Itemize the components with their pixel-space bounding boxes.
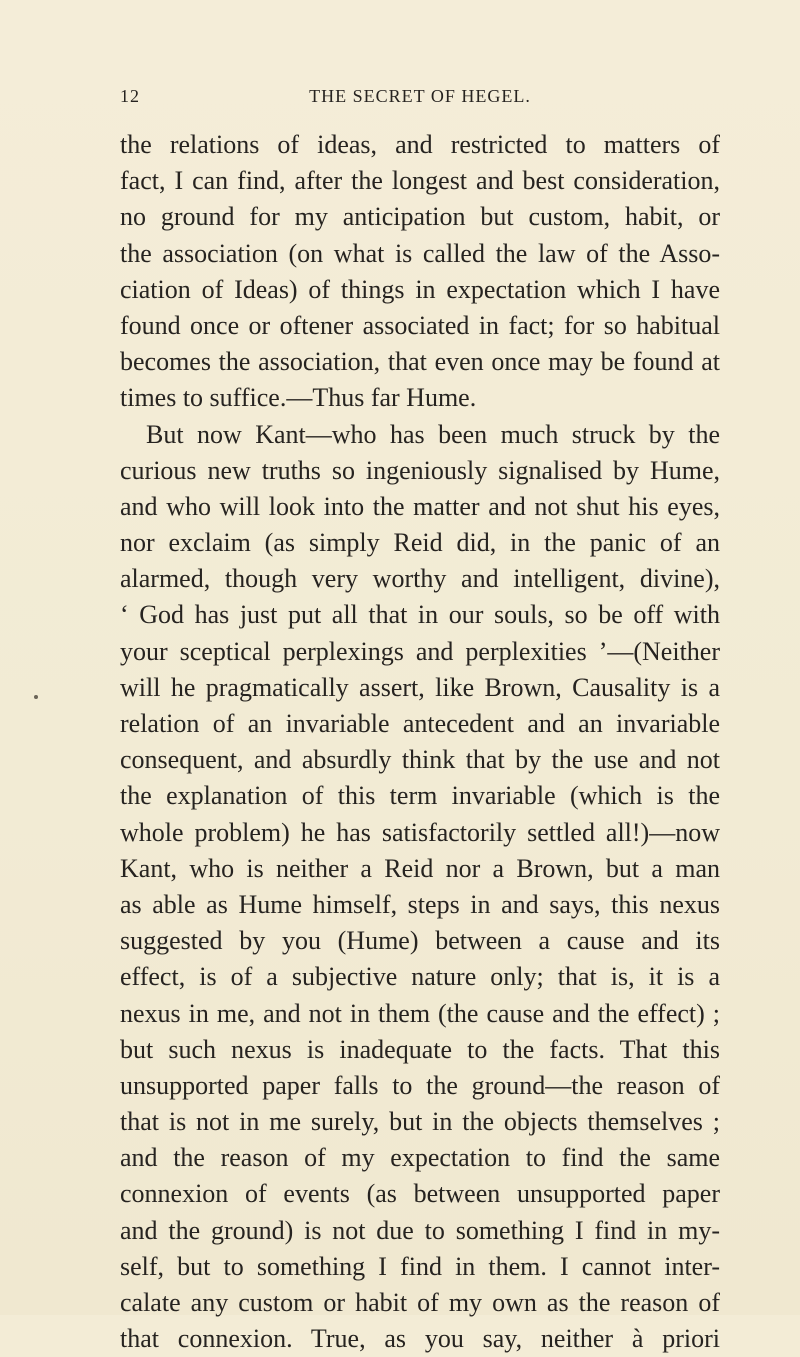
text-line: nexus in me, and not in them (the cause and the effect) ; xyxy=(120,998,720,1028)
text-line: suggested by you (Hume) between a cause and its xyxy=(120,926,720,956)
page-number: 12 xyxy=(120,86,140,106)
text-line: nor exclaim (as simply Reid did, in the panic of an xyxy=(120,528,720,558)
text-line: and who will look into the matter and not shut his eyes, xyxy=(120,491,720,521)
text-line: whole problem) he has satisfactorily settled all!)—now xyxy=(120,817,720,847)
text-line: alarmed, though very worthy and intelligent, divine), xyxy=(120,564,720,594)
text-line: the association (on what is called the law of the Asso- xyxy=(120,238,720,268)
running-title: THE SECRET OF HEGEL. xyxy=(309,86,531,106)
page-header xyxy=(120,86,720,112)
text-line: and the reason of my expectation to find the same xyxy=(120,1143,720,1173)
text-line: calate any custom or habit of my own as the reason of xyxy=(120,1288,720,1317)
text-line: effect, is of a subjective nature only; that is, it is a xyxy=(120,962,720,992)
text-line: self, but to something I find in them. I cannot inter- xyxy=(120,1251,720,1281)
text-line: consequent, and absurdly think that by the use and not xyxy=(120,745,720,775)
margin-dot xyxy=(34,695,38,699)
text-line: but such nexus is inadequate to the facts. That this xyxy=(120,1034,720,1064)
text-line: that is not in me surely, but in the objects themselves ; xyxy=(120,1107,720,1137)
text-line: and the ground) is not due to something I find in my- xyxy=(120,1215,720,1245)
text-line: ciation of Ideas) of things in expectation which I have xyxy=(120,274,720,304)
text-line: times to suffice.—Thus far Hume. xyxy=(120,383,477,413)
text-line: But now Kant—who has been much struck by the xyxy=(146,419,720,449)
text-line: that connexion. True, as you say, neither à priori xyxy=(120,1324,720,1354)
body-text xyxy=(120,127,720,1357)
text-line: the relations of ideas, and restricted to matters of xyxy=(120,130,720,159)
text-line: connexion of events (as between unsupported paper xyxy=(120,1179,720,1209)
text-line: becomes the association, that even once may be found at xyxy=(120,347,720,377)
text-line: relation of an invariable antecedent and an invariable xyxy=(120,709,720,738)
text-line: ‘ God has just put all that in our souls, so be off with xyxy=(120,600,720,630)
text-line: found once or oftener associated in fact; for so habitual xyxy=(120,310,720,340)
text-line: unsupported paper falls to the ground—the reason of xyxy=(120,1070,720,1100)
text-line: your sceptical perplexings and perplexities ’—(Neither xyxy=(120,636,720,666)
text-line: Kant, who is neither a Reid nor a Brown, but a man xyxy=(120,853,720,883)
text-line: fact, I can find, after the longest and best consideration, xyxy=(120,166,720,196)
text-line: will he pragmatically assert, like Brown, Causality is a xyxy=(120,672,720,702)
text-line: as able as Hume himself, steps in and says, this nexus xyxy=(120,889,720,919)
text-line: curious new truths so ingeniously signalised by Hume, xyxy=(120,455,720,485)
text-line: no ground for my anticipation but custom, habit, or xyxy=(120,202,720,232)
text-line: the explanation of this term invariable (which is the xyxy=(120,781,720,811)
